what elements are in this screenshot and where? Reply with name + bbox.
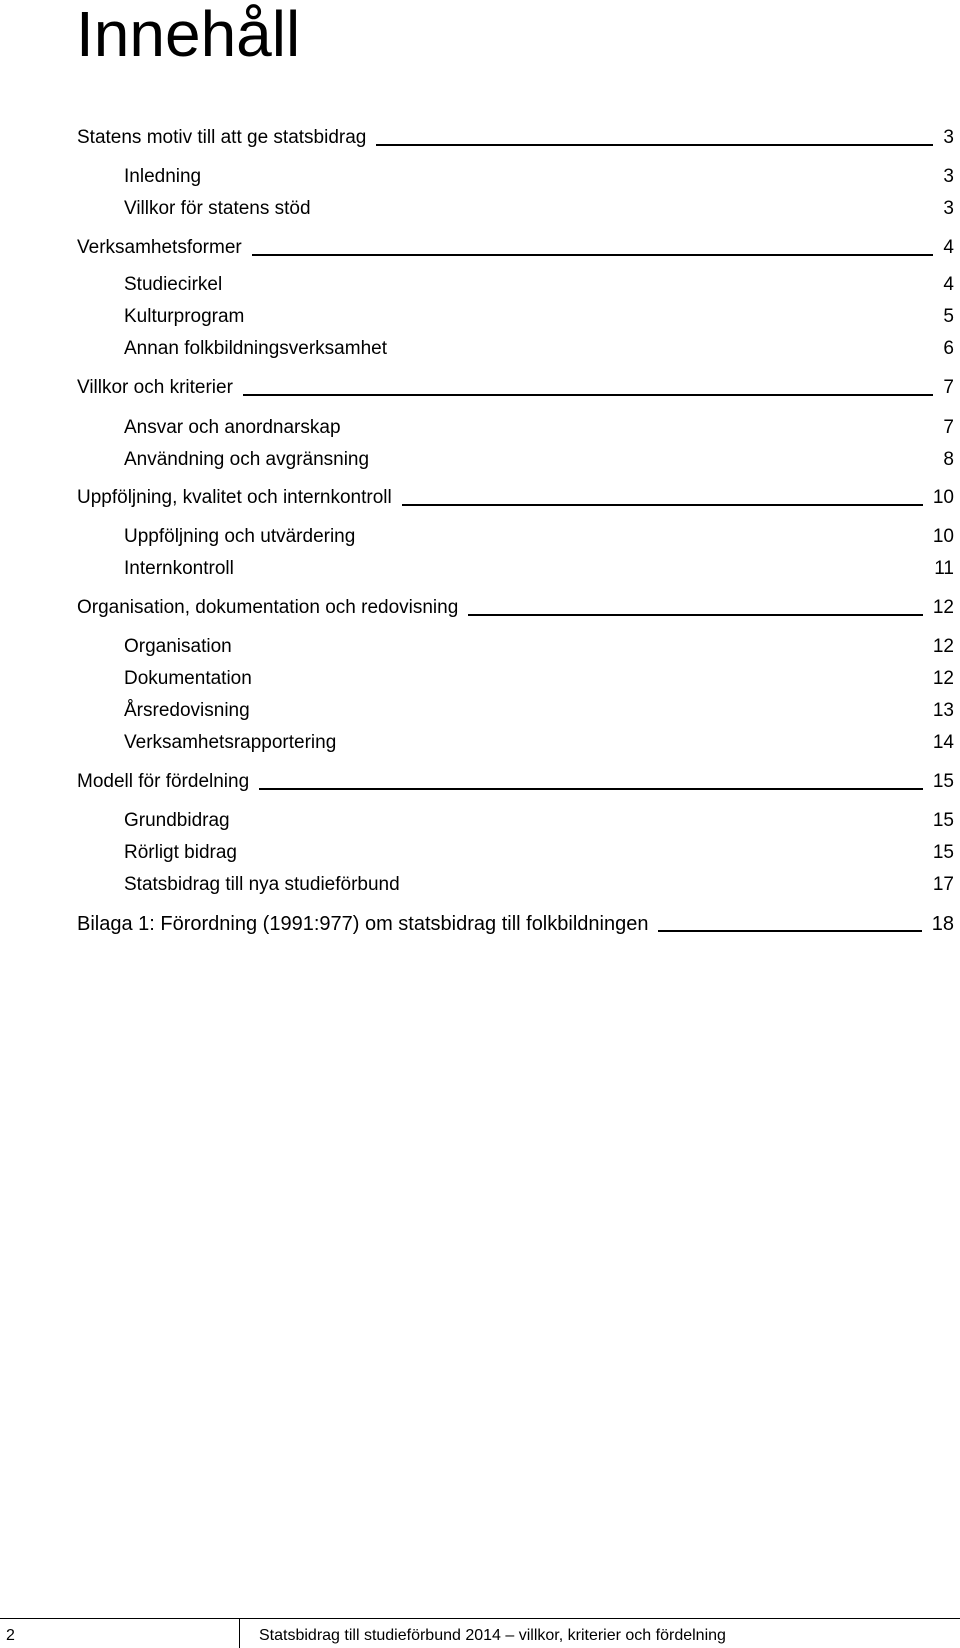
toc-subentry[interactable]	[124, 809, 954, 833]
toc-entry-page: 4	[943, 274, 954, 295]
toc-subentry[interactable]	[124, 273, 954, 297]
toc-entry-page: 18	[931, 913, 954, 935]
toc-entry-page: 3	[943, 127, 954, 148]
toc-leader-line	[243, 394, 934, 396]
toc-entry-page: 14	[932, 732, 954, 753]
toc-leader-line	[252, 254, 934, 256]
toc-entry-page: 3	[943, 198, 954, 219]
toc-subentry[interactable]	[124, 841, 954, 865]
toc-entry-title: Bilaga 1: Förordning (1991:977) om statsbidrag till folkbildningen	[77, 913, 649, 935]
toc-subentry[interactable]	[124, 699, 954, 723]
footer-page-number: 2	[6, 1627, 15, 1644]
toc-entry-title: Dokumentation	[124, 668, 252, 689]
toc-leader-line	[376, 144, 933, 146]
toc-entry-page: 15	[932, 810, 954, 831]
toc-subentry[interactable]	[124, 337, 954, 361]
toc-entry-title: Villkor för statens stöd	[124, 198, 311, 219]
toc-entry-title: Uppföljning, kvalitet och internkontroll	[77, 487, 392, 508]
toc-entry-title: Internkontroll	[124, 558, 234, 579]
toc-entry[interactable]	[77, 486, 954, 510]
toc-entry-page: 12	[932, 597, 954, 618]
toc-entry-page: 15	[932, 842, 954, 863]
toc-entry-page: 10	[932, 487, 954, 508]
toc-entry[interactable]	[77, 126, 954, 150]
toc-subentry[interactable]	[124, 667, 954, 691]
toc-entry-page: 8	[943, 449, 954, 470]
toc-entry-page: 3	[943, 166, 954, 187]
toc-entry-title: Kulturprogram	[124, 306, 245, 327]
toc-subentry[interactable]	[124, 525, 954, 549]
footer-document-title: Statsbidrag till studieförbund 2014 – villkor, kriterier och fördelning	[259, 1627, 726, 1644]
toc-entry-title: Verksamhetsrapportering	[124, 732, 337, 753]
toc-entry-page: 7	[943, 377, 954, 398]
toc-entry-title: Inledning	[124, 166, 202, 187]
toc-entry-page: 7	[943, 417, 954, 438]
toc-entry-title: Modell för fördelning	[77, 771, 250, 792]
toc-subentry[interactable]	[124, 557, 954, 581]
toc-entry-title: Verksamhetsformer	[77, 237, 242, 258]
toc-entry-title: Ansvar och anordnarskap	[124, 417, 341, 438]
toc-subentry[interactable]	[124, 165, 954, 189]
toc-entry[interactable]	[77, 236, 954, 260]
toc-subentry[interactable]	[124, 448, 954, 472]
toc-subentry[interactable]	[124, 416, 954, 440]
toc-entry-title: Uppföljning och utvärdering	[124, 526, 356, 547]
toc-entry-title: Användning och avgränsning	[124, 449, 370, 470]
toc-entry-page: 5	[943, 306, 954, 327]
toc-entry[interactable]	[77, 376, 954, 400]
toc-entry-title: Organisation, dokumentation och redovisning	[77, 597, 459, 618]
toc-entry-title: Annan folkbildningsverksamhet	[124, 338, 387, 359]
toc-leader-line	[468, 614, 923, 616]
toc-entry-page: 10	[932, 526, 954, 547]
toc-subentry[interactable]	[124, 873, 954, 897]
toc-entry-page: 12	[932, 668, 954, 689]
toc-entry-title: Grundbidrag	[124, 810, 230, 831]
toc-entry-page: 13	[932, 700, 954, 721]
toc-subentry[interactable]	[124, 731, 954, 755]
toc-entry[interactable]	[77, 770, 954, 794]
toc-entry-title: Statsbidrag till nya studieförbund	[124, 874, 400, 895]
toc-entry-title: Rörligt bidrag	[124, 842, 237, 863]
toc-leader-line	[658, 930, 921, 932]
toc-leader-line	[402, 504, 923, 506]
toc-entry-page: 15	[932, 771, 954, 792]
footer-divider	[239, 1618, 240, 1648]
toc-leader-line	[259, 788, 923, 790]
toc-entry-title: Studiecirkel	[124, 274, 223, 295]
toc-entry-page: 11	[934, 558, 954, 579]
toc-entry-page: 17	[932, 874, 954, 895]
toc-entry-page: 4	[943, 237, 954, 258]
page-title: Innehåll	[76, 0, 301, 70]
toc-entry-title: Statens motiv till att ge statsbidrag	[77, 127, 367, 148]
footer-rule	[0, 1618, 960, 1619]
toc-entry-title: Årsredovisning	[124, 700, 250, 721]
toc-entry[interactable]	[77, 912, 954, 936]
toc-subentry[interactable]	[124, 635, 954, 659]
toc-entry-page: 12	[932, 636, 954, 657]
toc-entry-title: Organisation	[124, 636, 232, 657]
toc-entry[interactable]	[77, 596, 954, 620]
toc-entry-title: Villkor och kriterier	[77, 377, 233, 398]
toc-entry-page: 6	[943, 338, 954, 359]
toc-subentry[interactable]	[124, 305, 954, 329]
toc-subentry[interactable]	[124, 197, 954, 221]
